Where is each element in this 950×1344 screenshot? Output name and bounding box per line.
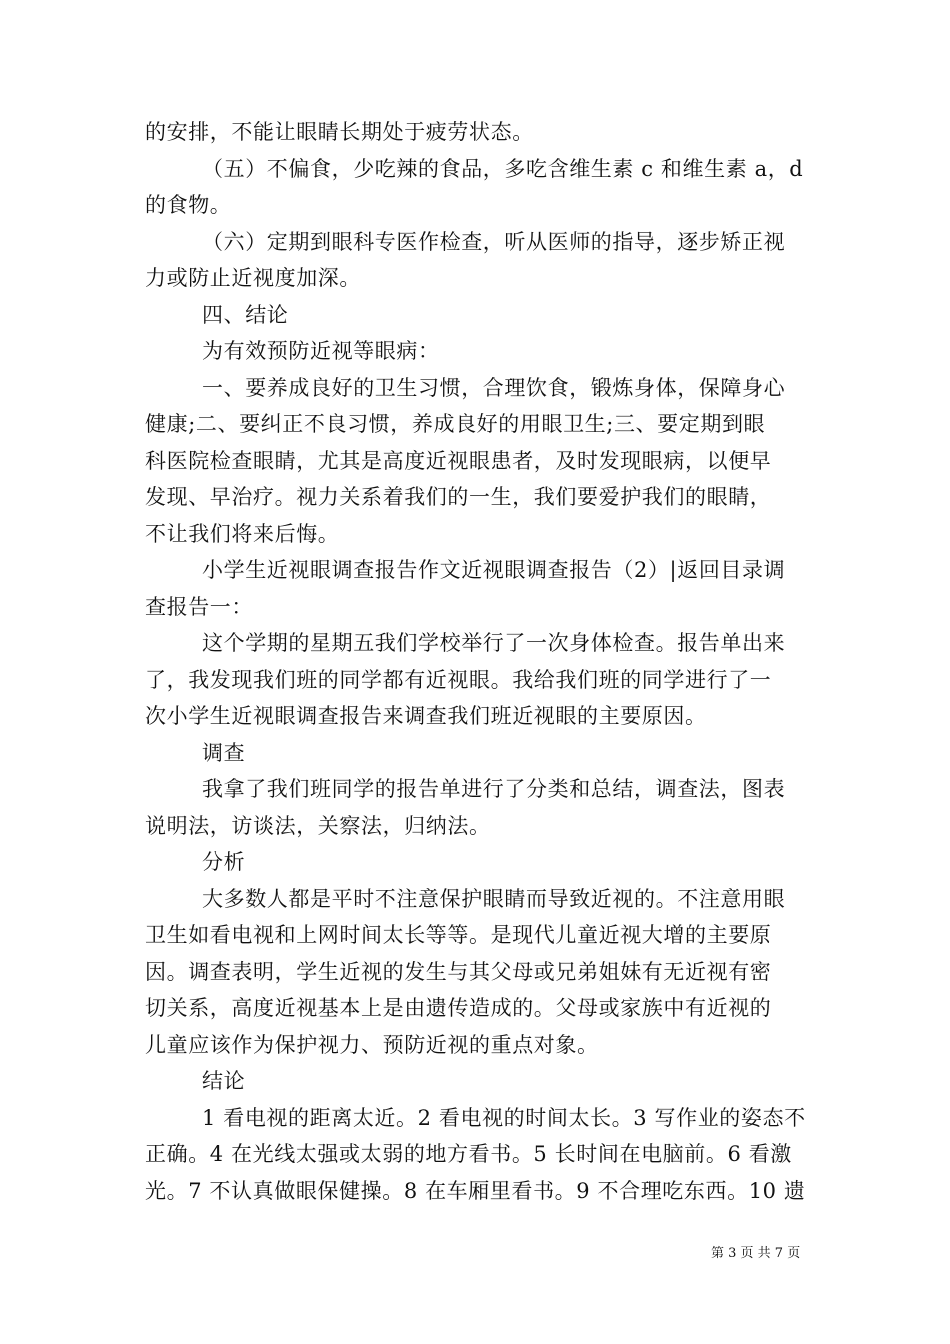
text-line: 小学生近视眼调查报告作文近视眼调查报告（2）|返回目录调 [202,558,786,582]
text-line: 1 看电视的距离太近。2 看电视的时间太长。3 写作业的姿态不 [202,1105,806,1130]
text-line: 这个学期的星期五我们学校举行了一次身体检查。报告单出来 [202,631,786,655]
text-line: 正确。4 在光线太强或太弱的地方看书。5 长时间在电脑前。6 看激 [145,1142,792,1166]
text-line: 光。7 不认真做眼保健操。8 在车厢里看书。9 不合理吃东西。10 遗 [145,1178,806,1203]
page-footer: 第 3 页 共 7 页 [711,1246,801,1261]
text-line: 不让我们将来后悔。 [145,521,340,546]
text-line: 次小学生近视眼调查报告来调查我们班近视眼的主要原因。 [145,704,707,728]
section-heading: 调查 [202,740,246,765]
text-line: 大多数人都是平时不注意保护眼睛而导致近视的。不注意用眼 [202,886,786,911]
text-line: 查报告一： [145,594,253,619]
section-heading: 结论 [202,1069,246,1093]
text-line: 卫生如看电视和上网时间太长等等。是现代儿童近视大增的主要原 [145,923,772,947]
text-line: 力或防止近视度加深。 [145,266,361,290]
text-line: 的安排，不能让眼睛长期处于疲劳状态。 [145,120,534,144]
section-heading: 分析 [202,850,246,874]
text-line: 健康;二、要纠正不良习惯，养成良好的用眼卫生;三、要定期到眼 [145,412,766,436]
text-line: 因。调查表明，学生近视的发生与其父母或兄弟姐妹有无近视有密 [145,959,772,984]
text-line: 儿童应该作为保护视力、预防近视的重点对象。 [145,1032,599,1057]
text-line: 为有效预防近视等眼病： [202,339,440,363]
text-line: 我拿了我们班同学的报告单进行了分类和总结，调查法，图表 [202,777,786,801]
text-line: 切关系，高度近视基本上是由遗传造成的。父母或家族中有近视的 [145,996,772,1020]
text-line: 一、要养成良好的卫生习惯，合理饮食，锻炼身体，保障身心 [202,375,786,400]
text-line: 了，我发现我们班的同学都有近视眼。我给我们班的同学进行了一 [145,667,772,692]
text-line: （五）不偏食，少吃辣的食品，多吃含维生素 c 和维生素 a，d [202,156,804,181]
text-line: 发现、早治疗。视力关系着我们的一生，我们要爱护我们的眼睛， [145,485,772,509]
text-line: 科医院检查眼睛，尤其是高度近视眼患者，及时发现眼病，以便早 [145,448,772,473]
document-body [145,114,809,1209]
text-line: 的食物。 [145,193,232,217]
section-heading: 四、结论 [202,302,289,327]
text-line: 说明法，访谈法，关察法，归纳法。 [145,813,491,838]
text-line: （六）定期到眼科专医作检查，听从医师的指导，逐步矫正视 [202,229,786,254]
